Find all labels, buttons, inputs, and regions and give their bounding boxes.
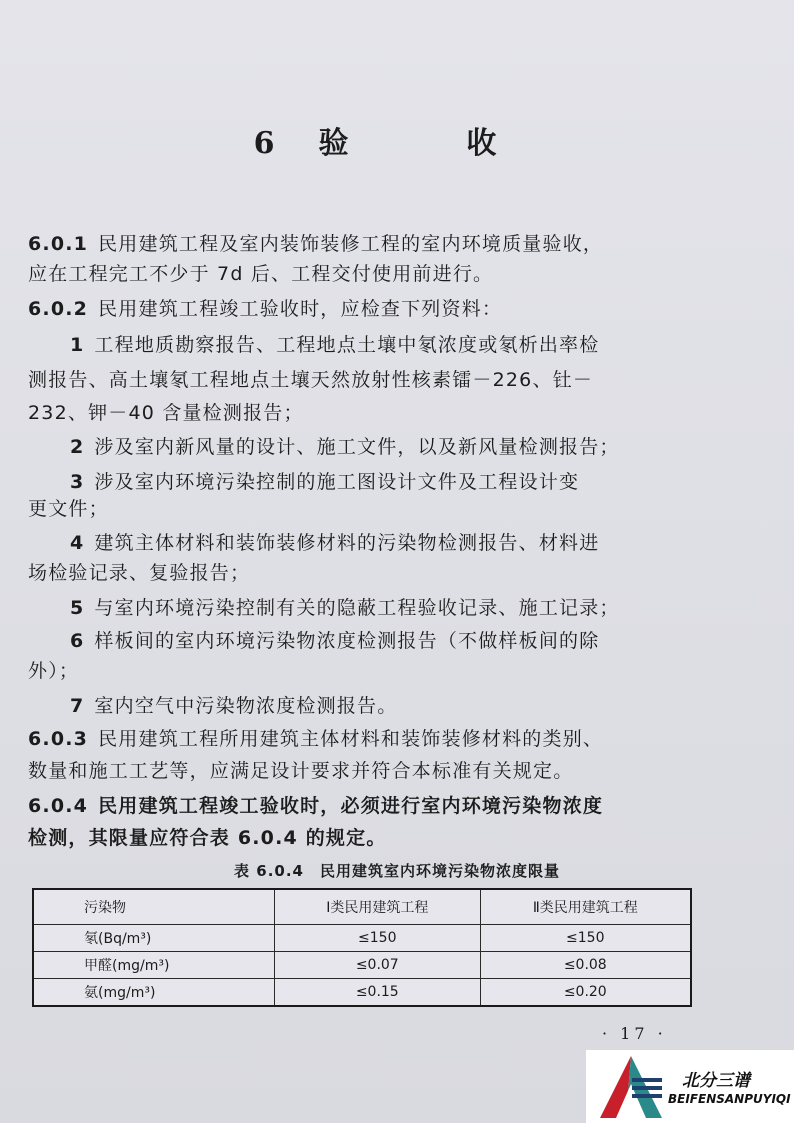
clause-text: 民用建筑工程及室内装饰装修工程的室内环境质量验收， — [98, 233, 604, 255]
item-1-line-1 — [70, 328, 750, 362]
limit-class-2-cell: ≤0.20 — [480, 979, 691, 1007]
item-number: 1 — [70, 334, 85, 356]
chapter-title — [0, 118, 794, 162]
clause-number: 6.0.1 — [28, 233, 89, 255]
pollutant-cell: 氡(Bq/m³) — [33, 925, 275, 952]
item-6-line-1 — [70, 624, 750, 658]
item-text: 工程地质勘察报告、工程地点土壤中氡浓度或氡析出率检 — [94, 334, 600, 356]
item-1-line-3: 232、钾－40 含量检测报告； — [28, 402, 304, 424]
item-6-line-2: 外）； — [28, 660, 80, 682]
logo-name-en: BEIFENSANPUYIQI — [668, 1092, 791, 1106]
brand-logo — [586, 1050, 794, 1123]
pollutant-limit-table — [32, 888, 692, 1007]
clause-6-0-4-line-2: 检测，其限量应符合表 6.0.4 的规定。 — [28, 827, 387, 849]
item-5-line-1 — [70, 591, 750, 625]
column-header: Ⅱ类民用建筑工程 — [480, 889, 691, 925]
clause-number: 6.0.3 — [28, 728, 89, 750]
chapter-name: 验 收 — [318, 126, 541, 161]
item-number: 4 — [70, 532, 85, 554]
clause-6-0-4-line-1 — [28, 789, 708, 823]
clause-6-0-2-line-1 — [28, 292, 708, 326]
table-header-row — [33, 889, 691, 925]
item-3-line-2: 更文件； — [28, 498, 109, 520]
item-4-line-1 — [70, 526, 750, 560]
item-text: 建筑主体材料和装饰装修材料的污染物检测报告、材料进 — [94, 532, 600, 554]
clause-text: 民用建筑工程所用建筑主体材料和装饰装修材料的类别、 — [98, 728, 604, 750]
pollutant-cell: 氨(mg/m³) — [33, 979, 275, 1007]
item-text: 样板间的室内环境污染物浓度检测报告（不做样板间的除 — [94, 630, 600, 652]
clause-6-0-3-line-2: 数量和施工工艺等，应满足设计要求并符合本标准有关规定。 — [28, 760, 574, 782]
chapter-number: 6 — [253, 126, 319, 161]
item-number: 7 — [70, 695, 85, 717]
limit-class-1-cell: ≤0.15 — [275, 979, 481, 1007]
column-header: Ⅰ类民用建筑工程 — [275, 889, 481, 925]
item-number: 5 — [70, 597, 85, 619]
clause-text: 民用建筑工程竣工验收时，应检查下列资料： — [98, 298, 503, 320]
limit-class-1-cell: ≤0.07 — [275, 952, 481, 979]
table-row — [33, 925, 691, 952]
clause-6-0-1-line-1 — [28, 227, 708, 261]
item-4-line-2: 场检验记录、复验报告； — [28, 562, 251, 584]
logo-name-cn: 北分三谱 — [682, 1071, 750, 1091]
page-number: · 17 · — [602, 1024, 667, 1043]
table-row — [33, 979, 691, 1007]
column-header: 污染物 — [33, 889, 275, 925]
item-number: 2 — [70, 436, 85, 458]
clause-6-0-3-line-1 — [28, 722, 708, 756]
item-1-line-2: 测报告、高土壤氡工程地点土壤天然放射性核素镭－226、钍－ — [28, 369, 594, 391]
limit-class-2-cell: ≤0.08 — [480, 952, 691, 979]
clause-text: 民用建筑工程竣工验收时，必须进行室内环境污染物浓度 — [98, 795, 604, 817]
table-row — [33, 952, 691, 979]
item-text: 室内空气中污染物浓度检测报告。 — [94, 695, 398, 717]
item-2-line-1 — [70, 430, 750, 464]
clause-number: 6.0.2 — [28, 298, 89, 320]
table-caption: 表 6.0.4 民用建筑室内环境污染物浓度限量 — [234, 862, 560, 880]
item-text: 涉及室内新风量的设计、施工文件，以及新风量检测报告； — [94, 436, 620, 458]
item-text: 涉及室内环境污染控制的施工图设计文件及工程设计变 — [94, 471, 580, 493]
item-text: 与室内环境污染控制有关的隐蔽工程验收记录、施工记录； — [94, 597, 620, 619]
pollutant-cell: 甲醛(mg/m³) — [33, 952, 275, 979]
mountain-logo-icon — [596, 1054, 666, 1120]
clause-6-0-1-line-2: 应在工程完工不少于 7d 后、工程交付使用前进行。 — [28, 263, 494, 285]
clause-number: 6.0.4 — [28, 795, 89, 817]
item-7-line-1 — [70, 689, 750, 723]
item-number: 6 — [70, 630, 85, 652]
item-number: 3 — [70, 471, 85, 493]
limit-class-1-cell: ≤150 — [275, 925, 481, 952]
limit-class-2-cell: ≤150 — [480, 925, 691, 952]
